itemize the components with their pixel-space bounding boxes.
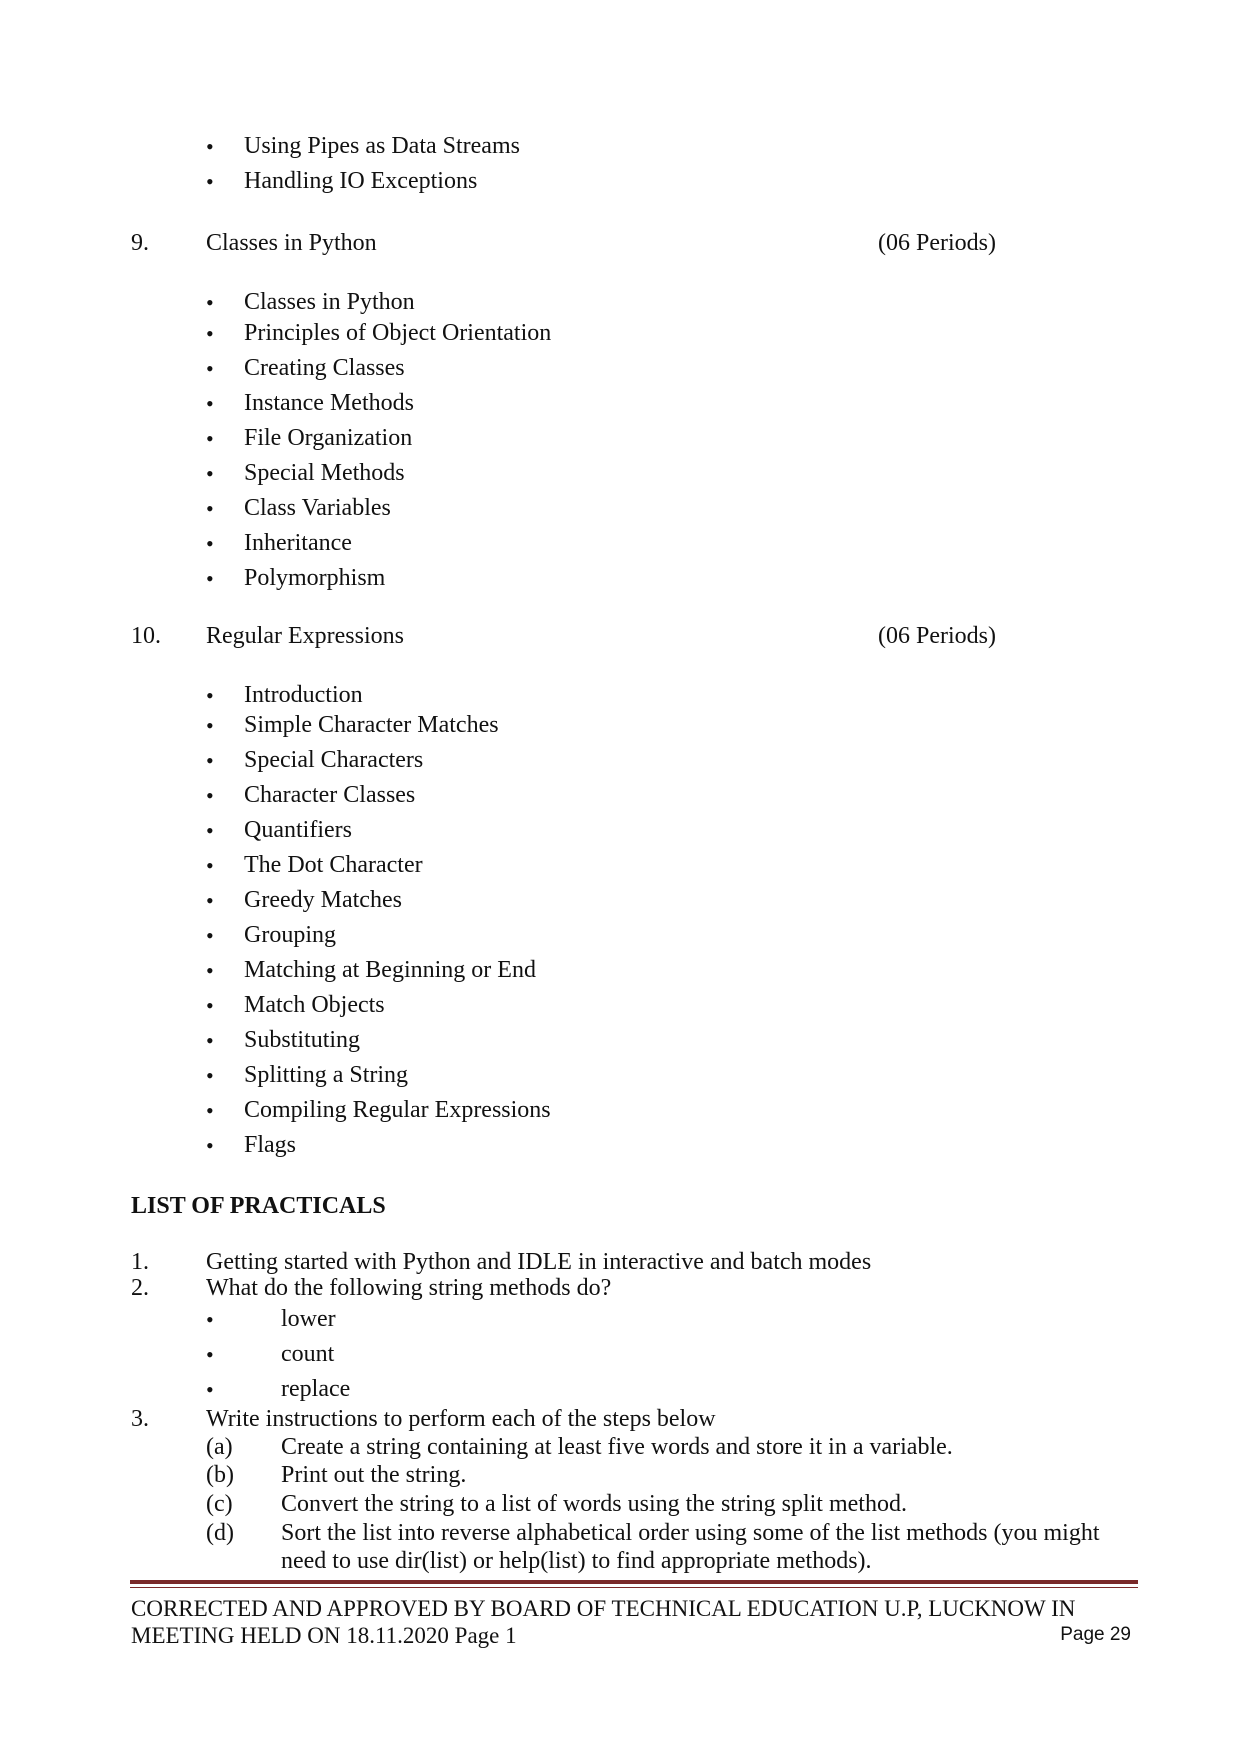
- bullet-glyph: •: [206, 496, 214, 521]
- list-item: Quantifiers: [244, 817, 352, 843]
- list-item: The Dot Character: [244, 852, 423, 878]
- list-item: Polymorphism: [244, 565, 386, 591]
- sub-step-text-continued: need to use dir(list) or help(list) to find appropriate methods).: [281, 1548, 872, 1574]
- list-item: Principles of Object Orientation: [244, 320, 552, 346]
- bullet-glyph: •: [206, 853, 214, 878]
- list-item: Grouping: [244, 922, 336, 948]
- practical-bullet: count: [281, 1341, 335, 1367]
- list-item: Classes in Python: [244, 289, 415, 315]
- bullet-glyph: •: [206, 1342, 214, 1367]
- bullet-glyph: •: [206, 1063, 214, 1088]
- bullet-glyph: •: [206, 391, 214, 416]
- practical-text: Getting started with Python and IDLE in interactive and batch modes: [206, 1249, 872, 1275]
- list-item: Character Classes: [244, 782, 416, 808]
- section-title: Classes in Python: [206, 230, 377, 256]
- bullet-glyph: •: [206, 1098, 214, 1123]
- bullet-glyph: •: [206, 888, 214, 913]
- section-periods: (06 Periods): [878, 623, 996, 649]
- bullet-glyph: •: [206, 1307, 214, 1332]
- list-item: Matching at Beginning or End: [244, 957, 536, 983]
- bullet-glyph: •: [206, 169, 214, 194]
- practical-text: What do the following string methods do?: [206, 1275, 612, 1301]
- bullet-glyph: •: [206, 321, 214, 346]
- bullet-glyph: •: [206, 134, 214, 159]
- practical-bullet: lower: [281, 1306, 336, 1332]
- bullet-glyph: •: [206, 818, 214, 843]
- sub-step-text: Print out the string.: [281, 1462, 467, 1488]
- list-item: Using Pipes as Data Streams: [244, 133, 520, 159]
- page-number: Page 29: [1060, 1624, 1131, 1645]
- bullet-glyph: •: [206, 566, 214, 591]
- sub-step-text: Create a string containing at least five words and store it in a variable.: [281, 1434, 953, 1460]
- list-item: Substituting: [244, 1027, 361, 1053]
- list-item: Introduction: [244, 682, 363, 708]
- list-item: Compiling Regular Expressions: [244, 1097, 551, 1123]
- bullet-glyph: •: [206, 1133, 214, 1158]
- bullet-glyph: •: [206, 290, 214, 315]
- section-number: 10.: [131, 623, 161, 649]
- list-item: Handling IO Exceptions: [244, 168, 478, 194]
- list-item: Simple Character Matches: [244, 712, 499, 738]
- list-item: Creating Classes: [244, 355, 405, 381]
- sub-step-label: (d): [206, 1520, 234, 1546]
- bullet-glyph: •: [206, 783, 214, 808]
- practical-bullet: replace: [281, 1376, 351, 1402]
- practical-number: 1.: [131, 1249, 149, 1275]
- footer-line-2: MEETING HELD ON 18.11.2020 Page 1: [131, 1623, 517, 1648]
- list-item: Greedy Matches: [244, 887, 402, 913]
- list-item: Special Characters: [244, 747, 424, 773]
- practical-number: 2.: [131, 1275, 149, 1301]
- sub-step-label: (b): [206, 1462, 234, 1488]
- practicals-heading: LIST OF PRACTICALS: [131, 1193, 386, 1219]
- sub-step-label: (a): [206, 1434, 233, 1460]
- bullet-glyph: •: [206, 426, 214, 451]
- sub-step-text: Sort the list into reverse alphabetical order using some of the list methods (you might: [281, 1520, 1100, 1546]
- bullet-glyph: •: [206, 923, 214, 948]
- bullet-glyph: •: [206, 356, 214, 381]
- bullet-glyph: •: [206, 1377, 214, 1402]
- footer-line-1: CORRECTED AND APPROVED BY BOARD OF TECHNICAL EDUCATION U.P, LUCKNOW IN: [131, 1596, 1076, 1621]
- bullet-glyph: •: [206, 993, 214, 1018]
- bullet-glyph: •: [206, 683, 214, 708]
- bullet-glyph: •: [206, 1028, 214, 1053]
- list-item: Inheritance: [244, 530, 352, 556]
- bullet-glyph: •: [206, 958, 214, 983]
- bullet-glyph: •: [206, 531, 214, 556]
- bullet-glyph: •: [206, 748, 214, 773]
- section-title: Regular Expressions: [206, 623, 404, 649]
- section-number: 9.: [131, 230, 149, 256]
- footer-rule-thin: [130, 1587, 1138, 1588]
- bullet-glyph: •: [206, 713, 214, 738]
- list-item: Instance Methods: [244, 390, 414, 416]
- sub-step-text: Convert the string to a list of words using the string split method.: [281, 1491, 907, 1517]
- list-item: Flags: [244, 1132, 297, 1158]
- list-item: Special Methods: [244, 460, 405, 486]
- list-item: Splitting a String: [244, 1062, 409, 1088]
- sub-step-label: (c): [206, 1491, 233, 1517]
- list-item: File Organization: [244, 425, 413, 451]
- bullet-glyph: •: [206, 461, 214, 486]
- section-periods: (06 Periods): [878, 230, 996, 256]
- practical-text: Write instructions to perform each of the steps below: [206, 1406, 716, 1432]
- list-item: Match Objects: [244, 992, 385, 1018]
- list-item: Class Variables: [244, 495, 391, 521]
- practical-number: 3.: [131, 1406, 149, 1432]
- footer-rule: [130, 1580, 1138, 1584]
